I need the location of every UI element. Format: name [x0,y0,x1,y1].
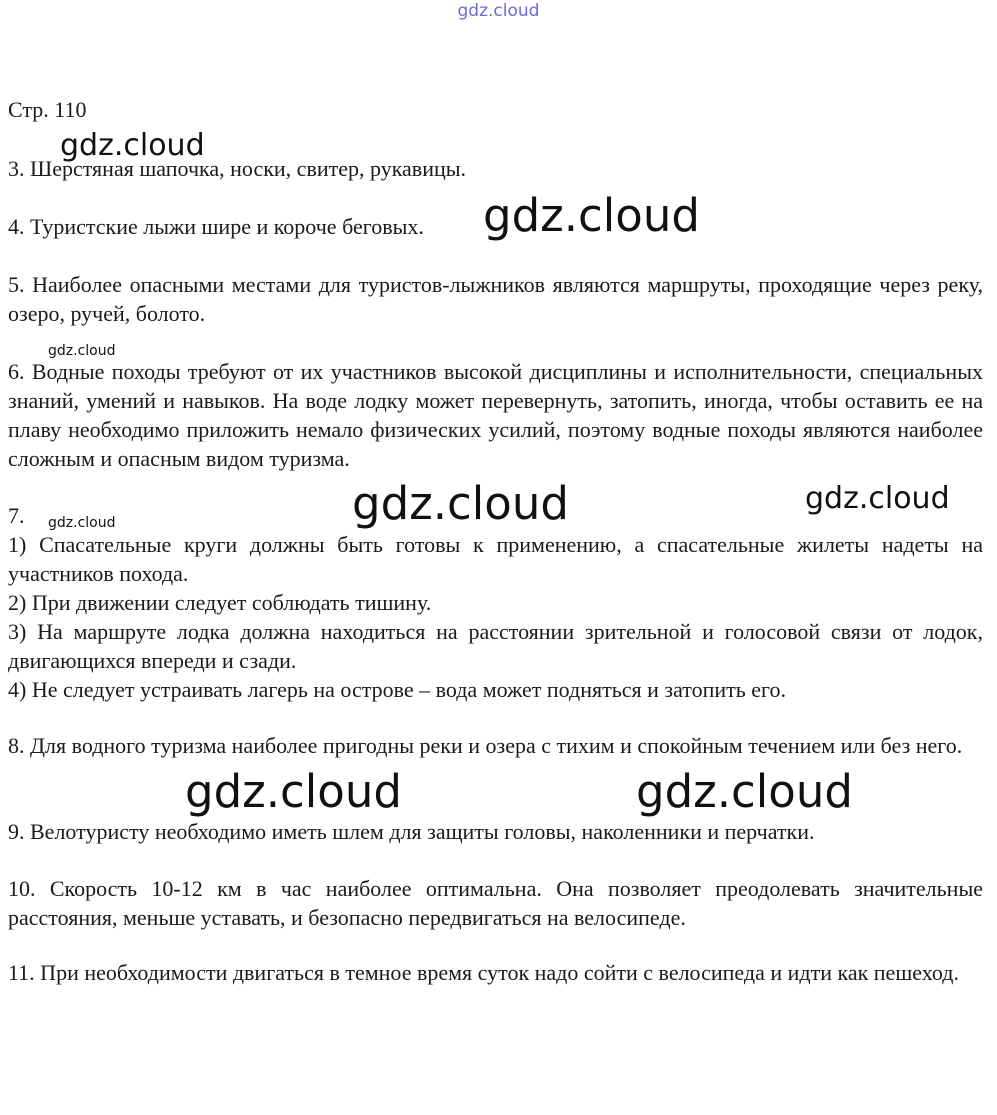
watermark: gdz.cloud [805,481,950,516]
answer-9: 9. Велотуристу необходимо иметь шлем для защиты головы, наколенники и перчатки. [8,819,815,844]
answer-3: 3. Шерстяная шапочка, носки, свитер, рукавицы. [8,156,467,181]
answer-7-item-1: 1) Спасательные круги должны быть готовы к применению, а спасательные жилеты надеты на участников похода. [8,532,983,586]
watermark: gdz.cloud [48,343,116,359]
page-number-label: Стр. 110 [8,97,87,122]
answer-7-item-2: 2) При движении следует соблюдать тишину. [8,590,432,615]
answer-7 [8,501,983,704]
watermark: gdz.cloud [60,128,205,163]
watermark: gdz.cloud [483,189,700,242]
answer-7-heading: 7. [8,503,25,528]
answer-7-item-4: 4) Не следует устраивать лагерь на острове – вода может подняться и затопить его. [8,677,787,702]
answer-10: 10. Скорость 10-12 км в час наиболее оптимальна. Она позволяет преодолевать значительные расстояния, меньше уставать, и безопасно передвигаться на велосипеде. [8,876,983,930]
watermark: gdz.cloud [185,765,402,818]
top-watermark: gdz.cloud [457,1,540,21]
answer-6: 6. Водные походы требуют от их участников высокой дисциплины и исполнительности, специальных знаний, умений и навыков. На воде лодку может перевернуть, затопить, иногда, чтобы оставить ее на плаву необходимо приложить немало физических усилий, поэтому водные походы являются наиболее сложным и опасным видом туризма. [8,359,983,471]
watermark: gdz.cloud [48,515,116,531]
watermark: gdz.cloud [352,477,569,530]
answer-8: 8. Для водного туризма наиболее пригодны реки и озера с тихим и спокойным течением или без него. [8,733,963,758]
answer-11: 11. При необходимости двигаться в темное время суток надо сойти с велосипеда и идти как пешеход. [8,960,959,985]
watermark: gdz.cloud [636,765,853,818]
answer-5: 5. Наиболее опасными местами для туристов-лыжников являются маршруты, проходящие через реку, озеро, ручей, болото. [8,272,983,326]
answer-4: 4. Туристские лыжи шире и короче беговых. [8,214,424,239]
answer-7-item-3: 3) На маршруте лодка должна находиться на расстоянии зрительной и голосовой связи от лодок, двигающихся впереди и сзади. [8,619,983,673]
